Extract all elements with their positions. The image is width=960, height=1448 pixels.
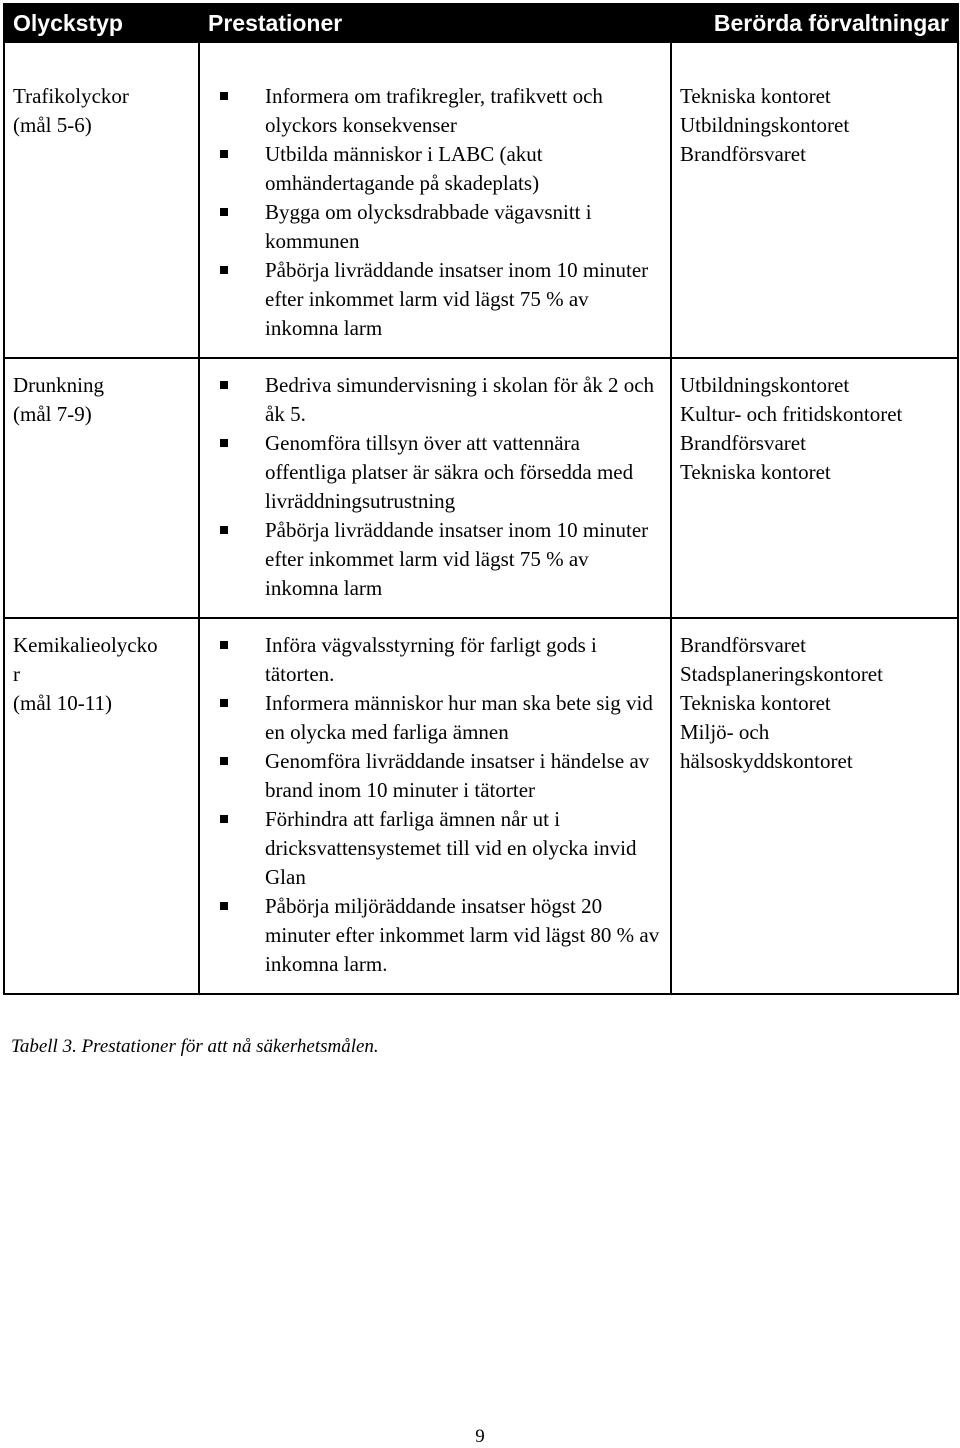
actions-cell <box>199 42 671 358</box>
actions-list <box>210 371 664 603</box>
square-bullet-icon <box>220 902 228 910</box>
performance-table <box>3 3 959 995</box>
departments-cell <box>671 42 958 358</box>
list-item: Genomföra livräddande insatser i händelse av brand inom 10 minuter i tätorter <box>210 747 664 805</box>
square-bullet-icon <box>220 526 228 534</box>
department: Brandförsvaret <box>680 633 806 657</box>
list-item: Påbörja miljöräddande insatser högst 20 minuter efter inkommet larm vid lägst 80 % av inkomna larm. <box>210 892 664 979</box>
department: Tekniska kontoret <box>680 691 831 715</box>
table-header-row <box>4 4 958 42</box>
department: Brandförsvaret <box>680 431 806 455</box>
table-row <box>4 42 958 358</box>
square-bullet-icon <box>220 815 228 823</box>
square-bullet-icon <box>220 150 228 158</box>
table-row <box>4 358 958 618</box>
square-bullet-icon <box>220 757 228 765</box>
list-item: Påbörja livräddande insatser inom 10 minuter efter inkommet larm vid lägst 75 % av inkomna larm <box>210 256 664 343</box>
departments-cell <box>671 358 958 618</box>
list-item: Genomföra tillsyn över att vattennära offentliga platser är säkra och försedda med livräddningsutrustning <box>210 429 664 516</box>
header-prestationer: Prestationer <box>199 4 671 42</box>
list-item: Införa vägvalsstyrning för farligt gods i tätorten. <box>210 631 664 689</box>
table-caption: Tabell 3. Prestationer för att nå säkerhetsmålen. <box>11 1036 379 1057</box>
department: Kultur- och fritidskontoret <box>680 402 903 426</box>
department: Brandförsvaret <box>680 142 806 166</box>
accident-type-goals: (mål 5-6) <box>13 113 92 137</box>
accident-type-cell <box>4 42 199 358</box>
accident-type-goals: (mål 10-11) <box>13 691 112 715</box>
department: Utbildningskontoret <box>680 373 850 397</box>
accident-type-name: Drunkning <box>13 373 104 397</box>
header-berorda-forvaltningar: Berörda förvaltningar <box>671 4 958 42</box>
list-item: Informera om trafikregler, trafikvett och olyckors konsekvenser <box>210 82 664 140</box>
list-item: Bygga om olycksdrabbade vägavsnitt i kommunen <box>210 198 664 256</box>
accident-type-name: Kemikalieolycko <box>13 633 158 657</box>
actions-cell <box>199 618 671 994</box>
actions-list <box>210 82 664 343</box>
accident-type-cell <box>4 358 199 618</box>
actions-list <box>210 631 664 979</box>
actions-cell <box>199 358 671 618</box>
department: hälsoskyddskontoret <box>680 749 853 773</box>
square-bullet-icon <box>220 266 228 274</box>
department: Stadsplaneringskontoret <box>680 662 883 686</box>
accident-type-goals: (mål 7-9) <box>13 402 92 426</box>
square-bullet-icon <box>220 641 228 649</box>
header-olyckstyp: Olyckstyp <box>4 4 199 42</box>
accident-type-cell <box>4 618 199 994</box>
list-item: Bedriva simundervisning i skolan för åk 2 och åk 5. <box>210 371 664 429</box>
table-row <box>4 618 958 994</box>
page-number: 9 <box>475 1426 485 1447</box>
department: Tekniska kontoret <box>680 460 831 484</box>
accident-type-name: Trafikolyckor <box>13 84 129 108</box>
department: Miljö- och <box>680 720 770 744</box>
department: Utbildningskontoret <box>680 113 850 137</box>
square-bullet-icon <box>220 208 228 216</box>
departments-cell <box>671 618 958 994</box>
list-item: Förhindra att farliga ämnen når ut i dricksvattensystemet till vid en olycka invid Glan <box>210 805 664 892</box>
square-bullet-icon <box>220 439 228 447</box>
square-bullet-icon <box>220 92 228 100</box>
department: Tekniska kontoret <box>680 84 831 108</box>
list-item: Utbilda människor i LABC (akut omhändertagande på skadeplats) <box>210 140 664 198</box>
square-bullet-icon <box>220 699 228 707</box>
square-bullet-icon <box>220 381 228 389</box>
list-item: Informera människor hur man ska bete sig vid en olycka med farliga ämnen <box>210 689 664 747</box>
accident-type-name-cont: r <box>13 662 20 686</box>
list-item: Påbörja livräddande insatser inom 10 minuter efter inkommet larm vid lägst 75 % av inkomna larm <box>210 516 664 603</box>
